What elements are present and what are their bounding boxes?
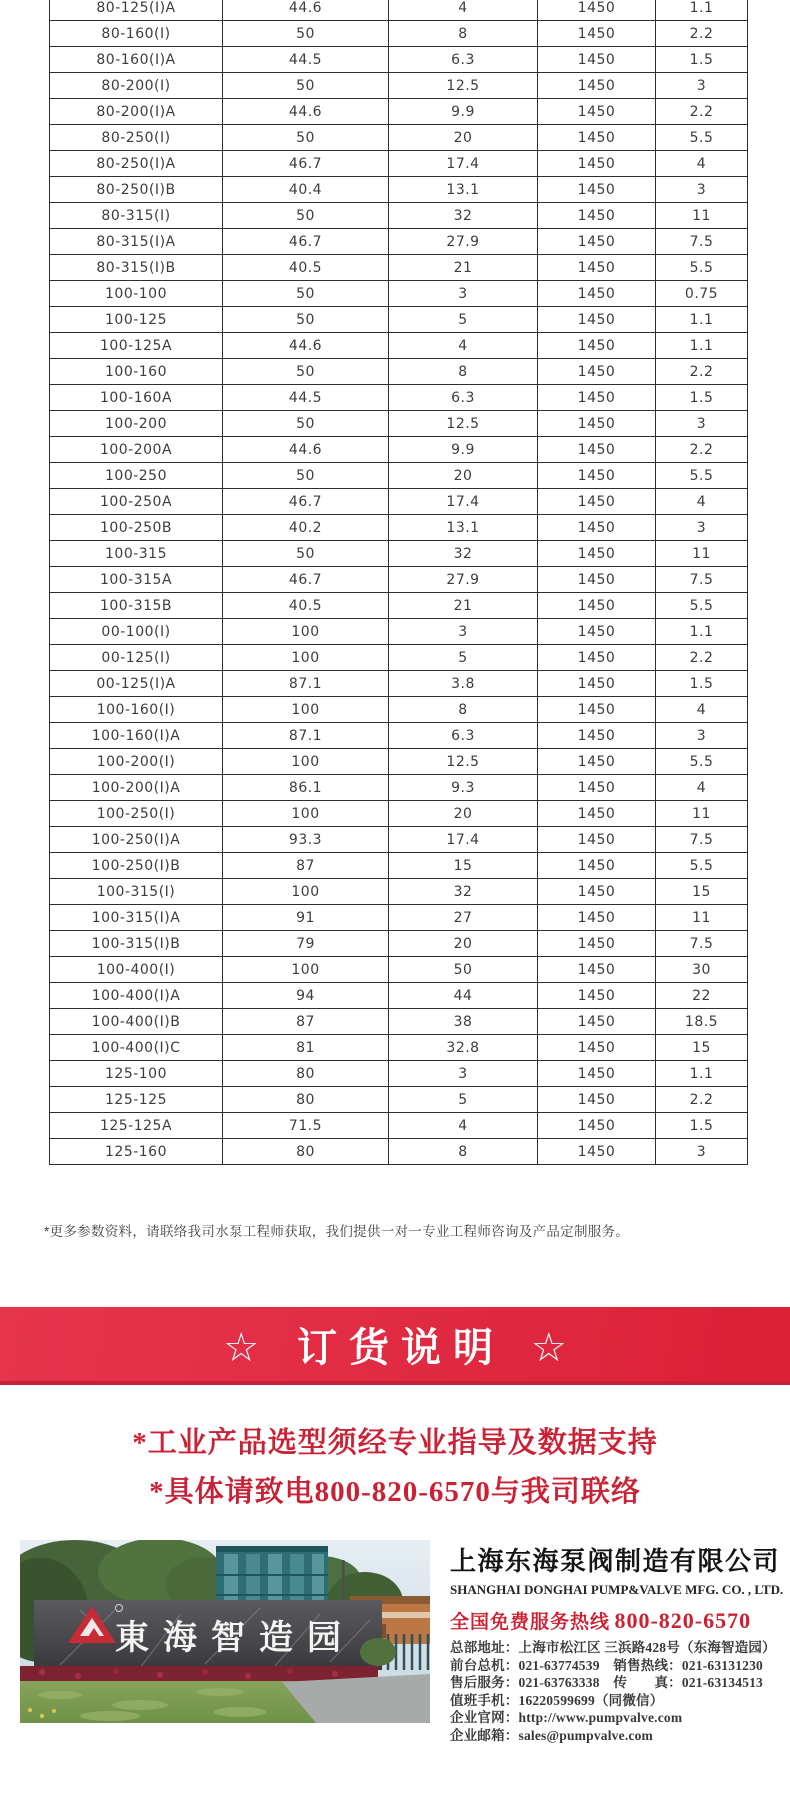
table-cell: 80-315(I)B	[50, 255, 223, 281]
table-cell: 4	[389, 1113, 538, 1139]
contact-line: 前台总机：021-63774539 销售热线：021-63131230	[450, 1657, 763, 1673]
table-cell: 100-315(I)B	[50, 931, 223, 957]
table-cell: 21	[389, 593, 538, 619]
table-cell: 87.1	[223, 671, 389, 697]
table-cell: 27.9	[389, 567, 538, 593]
table-cell: 125-125A	[50, 1113, 223, 1139]
table-row	[50, 515, 748, 541]
table-cell: 80-200(I)A	[50, 99, 223, 125]
table-cell: 1450	[538, 437, 656, 463]
table-cell: 6.3	[389, 723, 538, 749]
table-cell: 1450	[538, 1035, 656, 1061]
table-cell: 40.5	[223, 593, 389, 619]
table-cell: 1.5	[656, 1113, 748, 1139]
table-cell: 44.5	[223, 47, 389, 73]
table-cell: 1450	[538, 749, 656, 775]
table-row	[50, 905, 748, 931]
table-cell: 40.2	[223, 515, 389, 541]
contact-line: 企业官网：http://www.pumpvalve.com	[450, 1710, 683, 1725]
table-cell: 100	[223, 619, 389, 645]
table-cell: 125-100	[50, 1061, 223, 1087]
table-cell: 80	[223, 1139, 389, 1165]
table-cell: 1450	[538, 281, 656, 307]
table-row	[50, 645, 748, 671]
table-cell: 20	[389, 463, 538, 489]
table-cell: 50	[223, 359, 389, 385]
table-cell: 87	[223, 853, 389, 879]
table-cell: 1450	[538, 229, 656, 255]
table-cell: 100-400(I)A	[50, 983, 223, 1009]
table-cell: 1.1	[656, 619, 748, 645]
company-name-en: SHANGHAI DONGHAI PUMP&VALVE MFG. CO. , LTD.	[450, 1582, 784, 1597]
table-cell: 50	[223, 281, 389, 307]
table-cell: 7.5	[656, 931, 748, 957]
table-cell: 80-125(I)A	[50, 0, 223, 21]
table-cell: 27	[389, 905, 538, 931]
table-cell: 44.6	[223, 0, 389, 21]
table-cell: 15	[656, 879, 748, 905]
contact-line: 值班手机：16220599699（同微信）	[450, 1692, 664, 1708]
table-cell: 100-250B	[50, 515, 223, 541]
table-cell: 1450	[538, 1113, 656, 1139]
table-cell: 38	[389, 1009, 538, 1035]
table-row	[50, 593, 748, 619]
table-cell: 1450	[538, 697, 656, 723]
table-cell: 46.7	[223, 151, 389, 177]
table-cell: 50	[223, 73, 389, 99]
table-cell: 4	[389, 0, 538, 21]
table-cell: 100-160A	[50, 385, 223, 411]
table-cell: 21	[389, 255, 538, 281]
table-cell: 18.5	[656, 1009, 748, 1035]
table-row	[50, 879, 748, 905]
table-cell: 71.5	[223, 1113, 389, 1139]
table-cell: 1450	[538, 359, 656, 385]
table-cell: 1450	[538, 723, 656, 749]
table-cell: 11	[656, 801, 748, 827]
contact-line: 售后服务：021-63763338 传 真：021-63134513	[450, 1675, 763, 1690]
table-cell: 50	[389, 957, 538, 983]
table-cell: 4	[656, 151, 748, 177]
slogan-line: *工业产品选型须经专业指导及数据支持	[132, 1427, 658, 1459]
table-cell: 27.9	[389, 229, 538, 255]
table-row	[50, 437, 748, 463]
table-cell: 1450	[538, 645, 656, 671]
table-cell: 100	[223, 801, 389, 827]
table-row	[50, 333, 748, 359]
table-cell: 13.1	[389, 177, 538, 203]
table-cell: 9.9	[389, 99, 538, 125]
table-cell: 8	[389, 359, 538, 385]
table-cell: 32.8	[389, 1035, 538, 1061]
table-row	[50, 151, 748, 177]
table-cell: 32	[389, 203, 538, 229]
table-cell: 100-315(I)A	[50, 905, 223, 931]
table-cell: 8	[389, 697, 538, 723]
table-row	[50, 385, 748, 411]
table-row	[50, 73, 748, 99]
table-cell: 46.7	[223, 229, 389, 255]
table-cell: 100-160(I)A	[50, 723, 223, 749]
table-cell: 80-250(I)A	[50, 151, 223, 177]
table-cell: 50	[223, 203, 389, 229]
table-cell: 50	[223, 307, 389, 333]
table-cell: 100-160(I)	[50, 697, 223, 723]
table-cell: 80-315(I)A	[50, 229, 223, 255]
table-row	[50, 749, 748, 775]
table-cell: 100-400(I)	[50, 957, 223, 983]
table-cell: 100-315B	[50, 593, 223, 619]
table-cell: 1450	[538, 593, 656, 619]
table-cell: 1450	[538, 125, 656, 151]
table-row	[50, 359, 748, 385]
pump-table-body	[50, 0, 748, 1165]
table-cell: 80-160(I)A	[50, 47, 223, 73]
table-row	[50, 931, 748, 957]
table-row	[50, 1113, 748, 1139]
table-cell: 1450	[538, 73, 656, 99]
table-cell: 1.5	[656, 47, 748, 73]
table-cell: 1450	[538, 541, 656, 567]
table-cell: 100	[223, 697, 389, 723]
table-cell: 20	[389, 931, 538, 957]
contact-line: 总部地址：上海市松江区 三浜路428号（东海智造园）	[450, 1640, 776, 1655]
table-cell: 17.4	[389, 151, 538, 177]
table-cell: 44	[389, 983, 538, 1009]
table-cell: 3	[656, 1139, 748, 1165]
table-cell: 7.5	[656, 229, 748, 255]
table-cell: 44.6	[223, 99, 389, 125]
table-cell: 12.5	[389, 749, 538, 775]
table-cell: 11	[656, 541, 748, 567]
table-cell: 1450	[538, 411, 656, 437]
table-cell: 100-200	[50, 411, 223, 437]
table-cell: 3	[389, 1061, 538, 1087]
sign-text: 東海智造园	[115, 1618, 355, 1658]
table-cell: 5.5	[656, 749, 748, 775]
table-cell: 4	[656, 697, 748, 723]
table-cell: 3.8	[389, 671, 538, 697]
table-cell: 91	[223, 905, 389, 931]
table-row	[50, 801, 748, 827]
table-cell: 94	[223, 983, 389, 1009]
table-row	[50, 567, 748, 593]
table-cell: 1450	[538, 1139, 656, 1165]
table-cell: 7.5	[656, 567, 748, 593]
table-cell: 80-250(I)	[50, 125, 223, 151]
table-cell: 1.1	[656, 0, 748, 21]
table-cell: 5.5	[656, 593, 748, 619]
table-cell: 50	[223, 411, 389, 437]
table-cell: 100-125	[50, 307, 223, 333]
table-cell: 1.5	[656, 671, 748, 697]
table-row	[50, 671, 748, 697]
table-cell: 2.2	[656, 1087, 748, 1113]
photo-shrub	[360, 1638, 396, 1666]
table-cell: 2.2	[656, 359, 748, 385]
table-cell: 11	[656, 203, 748, 229]
table-cell: 1450	[538, 775, 656, 801]
table-row	[50, 957, 748, 983]
table-cell: 100	[223, 879, 389, 905]
table-cell: 100	[223, 645, 389, 671]
table-cell: 1450	[538, 567, 656, 593]
table-row	[50, 1009, 748, 1035]
table-row	[50, 1139, 748, 1165]
table-cell: 100-400(I)B	[50, 1009, 223, 1035]
table-cell: 50	[223, 463, 389, 489]
table-cell: 1.5	[656, 385, 748, 411]
table-row	[50, 255, 748, 281]
table-cell: 1.1	[656, 333, 748, 359]
order-instructions-banner	[0, 1307, 790, 1385]
table-cell: 5.5	[656, 255, 748, 281]
table-cell: 1450	[538, 333, 656, 359]
table-cell: 100-160	[50, 359, 223, 385]
table-cell: 100-250	[50, 463, 223, 489]
table-cell: 80-250(I)B	[50, 177, 223, 203]
factory-photo	[20, 1540, 430, 1723]
table-cell: 100-250(I)A	[50, 827, 223, 853]
table-cell: 1450	[538, 515, 656, 541]
table-footnote: *更多参数资料，请联络我司水泵工程师获取，我们提供一对一专业工程师咨询及产品定制服务。	[44, 1224, 630, 1239]
table-row	[50, 541, 748, 567]
contact-line: 企业邮箱：sales@pumpvalve.com	[450, 1727, 653, 1743]
table-cell: 100	[223, 749, 389, 775]
table-cell: 1450	[538, 47, 656, 73]
table-cell: 11	[656, 905, 748, 931]
table-cell: 3	[656, 723, 748, 749]
table-row	[50, 697, 748, 723]
table-cell: 2.2	[656, 645, 748, 671]
table-cell: 2.2	[656, 437, 748, 463]
table-row	[50, 983, 748, 1009]
table-cell: 80	[223, 1061, 389, 1087]
table-row	[50, 281, 748, 307]
table-cell: 32	[389, 541, 538, 567]
company-name-cn: 上海东海泵阀制造有限公司	[450, 1546, 781, 1576]
table-cell: 1450	[538, 1009, 656, 1035]
table-cell: 100-125A	[50, 333, 223, 359]
table-cell: 44.6	[223, 333, 389, 359]
table-cell: 4	[656, 489, 748, 515]
table-cell: 8	[389, 21, 538, 47]
table-cell: 13.1	[389, 515, 538, 541]
table-cell: 32	[389, 879, 538, 905]
table-cell: 1450	[538, 0, 656, 21]
table-cell: 1450	[538, 853, 656, 879]
table-cell: 100-250(I)	[50, 801, 223, 827]
table-cell: 50	[223, 125, 389, 151]
table-row	[50, 411, 748, 437]
table-row	[50, 99, 748, 125]
table-cell: 86.1	[223, 775, 389, 801]
table-cell: 80-315(I)	[50, 203, 223, 229]
table-cell: 1.1	[656, 1061, 748, 1087]
table-cell: 1450	[538, 177, 656, 203]
table-cell: 30	[656, 957, 748, 983]
table-cell: 80-200(I)	[50, 73, 223, 99]
table-cell: 00-125(I)A	[50, 671, 223, 697]
table-cell: 5	[389, 307, 538, 333]
table-cell: 100-200(I)A	[50, 775, 223, 801]
table-cell: 46.7	[223, 567, 389, 593]
banner-title: ☆ 订货说明 ☆	[223, 1324, 579, 1371]
table-cell: 4	[656, 775, 748, 801]
hotline-number: 800-820-6570	[614, 1608, 752, 1633]
table-cell: 87.1	[223, 723, 389, 749]
table-cell: 5.5	[656, 853, 748, 879]
table-cell: 100-315	[50, 541, 223, 567]
table-cell: 40.5	[223, 255, 389, 281]
table-cell: 100-400(I)C	[50, 1035, 223, 1061]
table-cell: 1450	[538, 255, 656, 281]
table-cell: 1450	[538, 307, 656, 333]
table-row	[50, 229, 748, 255]
table-cell: 1450	[538, 879, 656, 905]
table-cell: 3	[656, 411, 748, 437]
table-cell: 2.2	[656, 99, 748, 125]
table-cell: 8	[389, 1139, 538, 1165]
table-cell: 100-250A	[50, 489, 223, 515]
table-row	[50, 177, 748, 203]
table-cell: 20	[389, 125, 538, 151]
table-cell: 1450	[538, 203, 656, 229]
table-cell: 15	[389, 853, 538, 879]
table-row	[50, 775, 748, 801]
table-row	[50, 853, 748, 879]
table-row	[50, 463, 748, 489]
table-cell: 17.4	[389, 489, 538, 515]
table-row	[50, 1061, 748, 1087]
slogan-line: *具体请致电800-820-6570与我司联络	[149, 1476, 641, 1508]
table-cell: 9.9	[389, 437, 538, 463]
table-cell: 15	[656, 1035, 748, 1061]
table-cell: 3	[656, 515, 748, 541]
table-cell: 12.5	[389, 73, 538, 99]
table-cell: 80	[223, 1087, 389, 1113]
table-cell: 9.3	[389, 775, 538, 801]
table-cell: 5	[389, 645, 538, 671]
table-cell: 100-200A	[50, 437, 223, 463]
table-cell: 1450	[538, 489, 656, 515]
table-cell: 1450	[538, 1061, 656, 1087]
table-row	[50, 307, 748, 333]
table-cell: 17.4	[389, 827, 538, 853]
table-cell: 1450	[538, 957, 656, 983]
table-cell: 1450	[538, 983, 656, 1009]
table-cell: 1450	[538, 21, 656, 47]
table-cell: 5.5	[656, 125, 748, 151]
table-cell: 2.2	[656, 21, 748, 47]
table-cell: 81	[223, 1035, 389, 1061]
table-cell: 1450	[538, 1087, 656, 1113]
factory-photo-illustration	[20, 1540, 430, 1723]
table-cell: 1450	[538, 827, 656, 853]
pump-spec-table	[49, 0, 748, 1165]
table-cell: 79	[223, 931, 389, 957]
table-row	[50, 619, 748, 645]
table-cell: 00-100(I)	[50, 619, 223, 645]
table-cell: 80-160(I)	[50, 21, 223, 47]
table-cell: 6.3	[389, 385, 538, 411]
table-cell: 100-315(I)	[50, 879, 223, 905]
photo-sign-wall	[34, 1600, 382, 1670]
table-cell: 5	[389, 1087, 538, 1113]
table-cell: 3	[656, 177, 748, 203]
contact-list	[450, 1639, 785, 1744]
table-cell: 1450	[538, 619, 656, 645]
service-hotline	[450, 1607, 785, 1634]
table-cell: 1450	[538, 671, 656, 697]
table-cell: 100-200(I)	[50, 749, 223, 775]
table-cell: 12.5	[389, 411, 538, 437]
table-cell: 00-125(I)	[50, 645, 223, 671]
table-cell: 46.7	[223, 489, 389, 515]
table-cell: 22	[656, 983, 748, 1009]
table-row	[50, 203, 748, 229]
table-cell: 1450	[538, 151, 656, 177]
table-cell: 50	[223, 541, 389, 567]
table-row	[50, 47, 748, 73]
table-row	[50, 21, 748, 47]
table-cell: 1450	[538, 801, 656, 827]
table-row	[50, 1035, 748, 1061]
table-cell: 4	[389, 333, 538, 359]
slogan-block	[0, 1419, 790, 1517]
table-cell: 7.5	[656, 827, 748, 853]
table-row	[50, 489, 748, 515]
table-cell: 100-100	[50, 281, 223, 307]
table-cell: 5.5	[656, 463, 748, 489]
table-row	[50, 0, 748, 21]
table-cell: 1450	[538, 905, 656, 931]
table-cell: 87	[223, 1009, 389, 1035]
table-cell: 1450	[538, 385, 656, 411]
table-cell: 50	[223, 21, 389, 47]
table-row	[50, 125, 748, 151]
table-cell: 125-160	[50, 1139, 223, 1165]
table-cell: 0.75	[656, 281, 748, 307]
table-cell: 1450	[538, 99, 656, 125]
table-cell: 40.4	[223, 177, 389, 203]
table-cell: 125-125	[50, 1087, 223, 1113]
table-cell: 100	[223, 957, 389, 983]
table-row	[50, 827, 748, 853]
company-info	[450, 1541, 785, 1744]
table-cell: 44.5	[223, 385, 389, 411]
hotline-label: 全国免费服务热线	[450, 1612, 611, 1633]
table-cell: 44.6	[223, 437, 389, 463]
table-cell: 20	[389, 801, 538, 827]
table-cell: 100-250(I)B	[50, 853, 223, 879]
table-cell: 1450	[538, 463, 656, 489]
table-row	[50, 1087, 748, 1113]
table-cell: 1.1	[656, 307, 748, 333]
table-cell: 6.3	[389, 47, 538, 73]
table-cell: 3	[656, 73, 748, 99]
table-cell: 3	[389, 281, 538, 307]
table-cell: 93.3	[223, 827, 389, 853]
table-cell: 1450	[538, 931, 656, 957]
table-cell: 3	[389, 619, 538, 645]
table-row	[50, 723, 748, 749]
table-cell: 100-315A	[50, 567, 223, 593]
